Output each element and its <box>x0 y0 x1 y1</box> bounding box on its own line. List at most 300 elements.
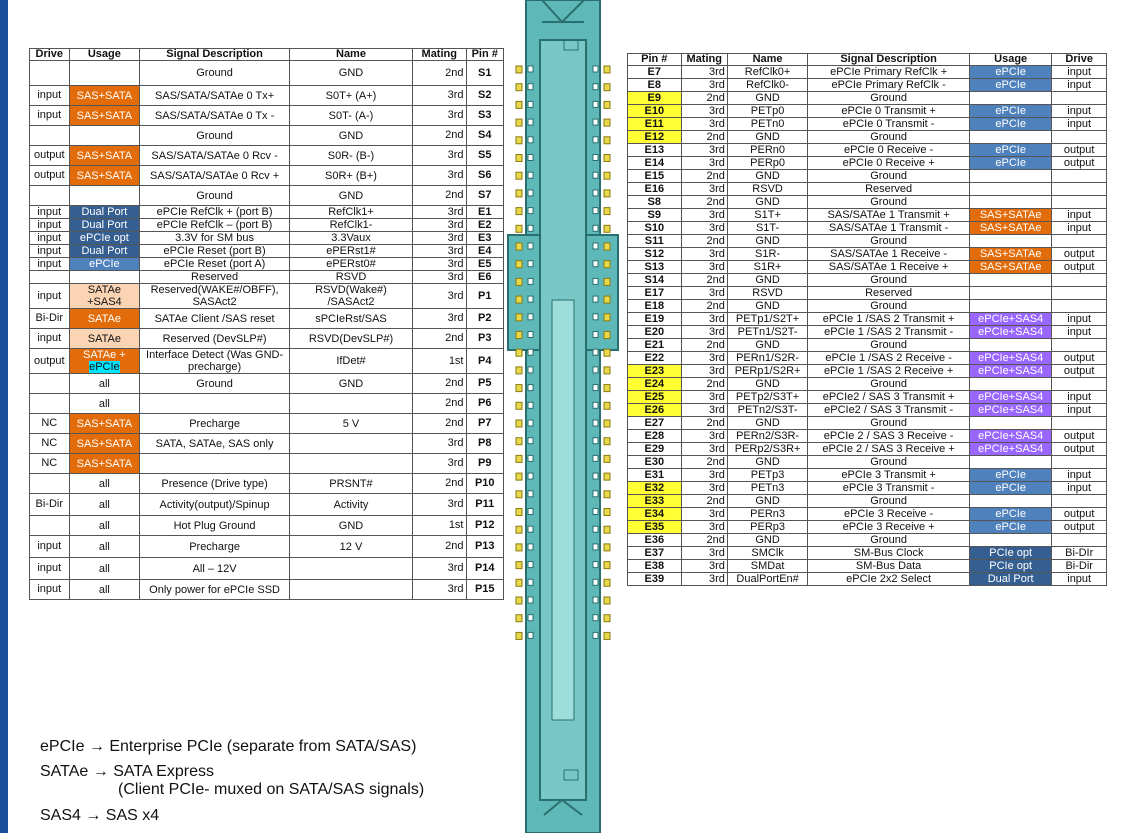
drive-cell: output <box>1052 508 1107 521</box>
signal-name-cell: S1T- <box>727 222 807 235</box>
mating-cell: 2nd <box>413 329 466 349</box>
mating-cell: 3rd <box>681 469 727 482</box>
drive-cell: output <box>1052 443 1107 456</box>
mating-cell: 3rd <box>681 209 727 222</box>
signal-description-cell: Reserved <box>808 287 970 300</box>
table-row <box>30 146 504 166</box>
drive-cell <box>1052 92 1107 105</box>
pin-cell: S5 <box>466 146 504 166</box>
table-row <box>628 417 1107 430</box>
pin-contact-inner-left <box>528 473 533 479</box>
table-row <box>628 352 1107 365</box>
signal-description-cell: ePCIe 2 / SAS 3 Receive - <box>808 430 970 443</box>
pin-contact-right <box>604 473 610 480</box>
pin-contact-left <box>516 491 522 498</box>
mating-cell: 3rd <box>413 494 466 516</box>
table-row <box>628 378 1107 391</box>
pin-cell: E31 <box>628 469 682 482</box>
pin-cell: P9 <box>466 454 504 474</box>
mating-cell: 3rd <box>413 309 466 329</box>
drive-cell: output <box>30 349 70 374</box>
mating-cell: 1st <box>413 516 466 536</box>
mating-cell: 3rd <box>413 86 466 106</box>
pin-cell: E18 <box>628 300 682 313</box>
drive-cell: input <box>1052 573 1107 586</box>
signal-name-cell: PETn3 <box>727 482 807 495</box>
mating-cell: 3rd <box>681 521 727 534</box>
pin-contact-inner-right <box>593 438 598 444</box>
signal-name-cell <box>289 394 412 414</box>
pin-cell: E3 <box>466 232 504 245</box>
signal-name-cell: SMDat <box>727 560 807 573</box>
pin-cell: P1 <box>466 284 504 309</box>
mating-cell: 3rd <box>681 391 727 404</box>
usage-label: all <box>98 477 110 490</box>
pin-cell: P6 <box>466 394 504 414</box>
pin-cell: E29 <box>628 443 682 456</box>
usage-cell <box>69 126 140 146</box>
signal-description-cell: SAS/SATA/SATAe 0 Rcv - <box>140 146 290 166</box>
signal-description-cell: Ground <box>808 495 970 508</box>
signal-name-cell: GND <box>289 374 412 394</box>
pin-cell: S13 <box>628 261 682 274</box>
pin-cell: E7 <box>628 66 682 79</box>
pin-contact-right <box>604 438 610 445</box>
table-row <box>628 261 1107 274</box>
drive-cell: input <box>1052 482 1107 495</box>
signal-name-cell <box>289 434 412 454</box>
table-row <box>30 206 504 219</box>
usage-cell <box>969 170 1051 183</box>
table-row <box>628 508 1107 521</box>
pin-cell: E11 <box>628 118 682 131</box>
drive-cell: input <box>30 536 70 558</box>
signal-description-cell: SM-Bus Clock <box>808 547 970 560</box>
usage-label: all <box>98 562 110 575</box>
signal-description-cell: ePCIe 0 Transmit - <box>808 118 970 131</box>
drive-cell <box>1052 339 1107 352</box>
signal-name-cell: PRSNT# <box>289 474 412 494</box>
usage-label: all <box>98 540 110 553</box>
table-row <box>30 558 504 580</box>
table-row <box>30 349 504 374</box>
pin-contact-inner-left <box>528 66 533 72</box>
pin-cell: E27 <box>628 417 682 430</box>
pin-contact-right <box>604 491 610 498</box>
mating-cell: 3rd <box>681 352 727 365</box>
mating-cell: 3rd <box>681 313 727 326</box>
signal-description-cell: ePCIe Primary RefClk + <box>808 66 970 79</box>
pin-cell: E13 <box>628 144 682 157</box>
pin-contact-inner-left <box>528 579 533 585</box>
pin-contact-inner-right <box>593 579 598 585</box>
drive-cell: input <box>30 106 70 126</box>
signal-name-cell: GND <box>727 495 807 508</box>
signal-description-cell: 3.3V for SM bus <box>140 232 290 245</box>
pin-cell: E30 <box>628 456 682 469</box>
pin-contact-inner-left <box>528 455 533 461</box>
pin-contact-inner-right <box>593 296 598 302</box>
pin-cell: E26 <box>628 404 682 417</box>
mating-cell: 2nd <box>681 300 727 313</box>
pin-contact-inner-right <box>593 597 598 603</box>
signal-description-cell: ePCIe 1 /SAS 2 Transmit + <box>808 313 970 326</box>
table-row <box>30 434 504 454</box>
usage-cell: ePCIe+SAS4 <box>969 404 1051 417</box>
pin-cell: E20 <box>628 326 682 339</box>
usage-label: all <box>98 519 110 532</box>
pin-contact-right <box>604 632 610 639</box>
pin-cell: E8 <box>628 79 682 92</box>
signal-name-cell: S0R+ (B+) <box>289 166 412 186</box>
signal-name-cell: RefClk1+ <box>289 206 412 219</box>
table-row <box>628 274 1107 287</box>
usage-cell <box>69 374 140 394</box>
pin-contact-inner-right <box>593 261 598 267</box>
signal-name-cell: GND <box>289 126 412 146</box>
signal-description-cell: SAS/SATAe 1 Transmit - <box>808 222 970 235</box>
pin-cell: E15 <box>628 170 682 183</box>
pin-contact-right <box>604 332 610 339</box>
drive-cell: output <box>1052 430 1107 443</box>
usage-cell <box>69 309 140 329</box>
drive-cell <box>1052 300 1107 313</box>
pin-cell: S10 <box>628 222 682 235</box>
drive-cell: input <box>1052 391 1107 404</box>
signal-description-cell: Presence (Drive type) <box>140 474 290 494</box>
signal-description-cell: ePCIe RefClk + (port B) <box>140 206 290 219</box>
table-row <box>30 186 504 206</box>
signal-name-cell: RSVD <box>727 183 807 196</box>
pin-contact-left <box>516 278 522 285</box>
table-row <box>30 516 504 536</box>
drive-cell <box>30 271 70 284</box>
pin-contact-inner-right <box>593 332 598 338</box>
usage-cell <box>969 456 1051 469</box>
pin-contact-right <box>604 190 610 197</box>
signal-description-cell: Ground <box>808 378 970 391</box>
pin-contact-inner-left <box>528 84 533 90</box>
table-row <box>628 391 1107 404</box>
signal-name-cell: GND <box>727 378 807 391</box>
pin-contact-inner-right <box>593 349 598 355</box>
pin-contact-inner-left <box>528 491 533 497</box>
usage-cell: ePCIe <box>969 521 1051 534</box>
signal-description-cell: Ground <box>808 339 970 352</box>
mating-cell: 3rd <box>413 232 466 245</box>
drive-cell: input <box>30 558 70 580</box>
right-header-cell: Name <box>727 54 807 66</box>
signal-description-cell: ePCIe 3 Receive - <box>808 508 970 521</box>
pin-contact-inner-right <box>593 314 598 320</box>
pin-cell: E23 <box>628 365 682 378</box>
pin-cell: S4 <box>466 126 504 146</box>
usage-cell <box>69 86 140 106</box>
signal-description-cell: ePCIe Reset (port A) <box>140 258 290 271</box>
drive-cell: Bi-Dir <box>1052 560 1107 573</box>
pin-contact-inner-left <box>528 615 533 621</box>
pin-cell: P2 <box>466 309 504 329</box>
signal-name-cell: 12 V <box>289 536 412 558</box>
signal-name-cell: S1R+ <box>727 261 807 274</box>
left-header-cell: Drive <box>30 49 70 61</box>
pin-cell: E37 <box>628 547 682 560</box>
signal-description-cell <box>140 394 290 414</box>
drive-cell: input <box>30 329 70 349</box>
signal-name-cell: PETn1/S2T- <box>727 326 807 339</box>
mating-cell: 2nd <box>681 417 727 430</box>
usage-cell <box>69 394 140 414</box>
pin-cell: E4 <box>466 245 504 258</box>
pin-cell: E14 <box>628 157 682 170</box>
signal-name-cell: GND <box>289 61 412 86</box>
pin-contact-right <box>604 243 610 250</box>
mating-cell: 3rd <box>413 284 466 309</box>
pin-cell: E1 <box>466 206 504 219</box>
pin-cell: P4 <box>466 349 504 374</box>
mating-cell: 2nd <box>413 536 466 558</box>
signal-name-cell: PETn0 <box>727 118 807 131</box>
usage-cell: ePCIe+SAS4 <box>969 326 1051 339</box>
left-header-cell: Mating <box>413 49 466 61</box>
signal-description-cell: ePCIe 2 / SAS 3 Receive + <box>808 443 970 456</box>
pin-contact-right <box>604 455 610 462</box>
pin-cell: E19 <box>628 313 682 326</box>
table-row <box>30 126 504 146</box>
usage-label: SAS+SATA <box>76 109 133 122</box>
pin-cell: E24 <box>628 378 682 391</box>
usage-cell <box>69 454 140 474</box>
table-row <box>628 105 1107 118</box>
pin-contact-inner-right <box>593 526 598 532</box>
mating-cell: 3rd <box>413 166 466 186</box>
table-row <box>30 219 504 232</box>
usage-cell: SAS+SATAe <box>969 209 1051 222</box>
pin-contact-inner-left <box>528 208 533 214</box>
signal-name-cell: GND <box>727 235 807 248</box>
signal-description-cell: Ground <box>140 126 290 146</box>
mating-cell: 3rd <box>681 482 727 495</box>
signal-description-cell: Ground <box>808 235 970 248</box>
pin-contact-inner-left <box>528 119 533 125</box>
mating-cell: 3rd <box>681 248 727 261</box>
pin-contact-inner-right <box>593 190 598 196</box>
signal-description-cell: Ground <box>808 417 970 430</box>
table-row <box>30 166 504 186</box>
drive-cell <box>30 186 70 206</box>
usage-cell <box>69 258 140 271</box>
pin-cell: E38 <box>628 560 682 573</box>
drive-cell <box>1052 534 1107 547</box>
mating-cell: 3rd <box>413 245 466 258</box>
drive-cell: output <box>1052 261 1107 274</box>
table-row <box>628 118 1107 131</box>
table-row <box>30 284 504 309</box>
pin-contact-left <box>516 208 522 215</box>
pin-contact-right <box>604 278 610 285</box>
table-row <box>628 521 1107 534</box>
pin-contact-right <box>604 579 610 586</box>
usage-cell <box>969 339 1051 352</box>
signal-name-cell: S0T- (A-) <box>289 106 412 126</box>
table-row <box>628 560 1107 573</box>
usage-cell: SAS+SATAe <box>969 261 1051 274</box>
pin-contact-inner-right <box>593 225 598 231</box>
usage-cell: ePCIe <box>969 144 1051 157</box>
table-row <box>628 66 1107 79</box>
left-header-cell: Usage <box>69 49 140 61</box>
mating-cell: 2nd <box>413 61 466 86</box>
drive-cell: input <box>1052 66 1107 79</box>
signal-name-cell: PERp1/S2R+ <box>727 365 807 378</box>
signal-name-cell: GND <box>289 516 412 536</box>
signal-description-cell: ePCIe 1 /SAS 2 Receive + <box>808 365 970 378</box>
pin-contact-inner-right <box>593 615 598 621</box>
usage-cell <box>69 516 140 536</box>
pin-contact-inner-right <box>593 544 598 550</box>
mating-cell: 3rd <box>681 508 727 521</box>
left-header-cell: Name <box>289 49 412 61</box>
signal-name-cell: GND <box>727 196 807 209</box>
signal-name-cell: GND <box>727 339 807 352</box>
signal-name-cell: S0R- (B-) <box>289 146 412 166</box>
usage-cell: SAS+SATAe <box>969 222 1051 235</box>
pin-contact-left <box>516 544 522 551</box>
mating-cell: 3rd <box>413 434 466 454</box>
mating-cell: 2nd <box>413 414 466 434</box>
signal-name-cell: sPCIeRst/SAS <box>289 309 412 329</box>
pin-cell: P5 <box>466 374 504 394</box>
mating-cell: 3rd <box>681 287 727 300</box>
usage-cell <box>69 494 140 516</box>
pin-contact-inner-right <box>593 101 598 107</box>
usage-cell <box>69 580 140 600</box>
signal-name-cell: PETp0 <box>727 105 807 118</box>
pin-cell: E35 <box>628 521 682 534</box>
pin-contact-right <box>604 420 610 427</box>
usage-cell <box>969 183 1051 196</box>
usage-cell <box>969 417 1051 430</box>
u3-connector-diagram <box>504 0 622 833</box>
usage-label: ePCIe <box>89 258 120 270</box>
pin-contact-inner-left <box>528 225 533 231</box>
pin-contact-inner-left <box>528 632 533 638</box>
signal-description-cell: Ground <box>808 196 970 209</box>
usage-cell <box>969 196 1051 209</box>
table-row <box>628 222 1107 235</box>
table-row <box>30 106 504 126</box>
pin-contact-right <box>604 119 610 126</box>
usage-cell <box>969 131 1051 144</box>
pin-contact-inner-right <box>593 208 598 214</box>
mating-cell: 1st <box>413 349 466 374</box>
right-header-cell: Pin # <box>628 54 682 66</box>
pin-cell: S6 <box>466 166 504 186</box>
signal-description-cell: All – 12V <box>140 558 290 580</box>
mating-cell: 2nd <box>681 92 727 105</box>
pin-contact-left <box>516 296 522 303</box>
table-row <box>30 394 504 414</box>
drive-cell: input <box>30 219 70 232</box>
pin-contact-right <box>604 172 610 179</box>
usage-cell: ePCIe <box>969 469 1051 482</box>
usage-cell <box>69 146 140 166</box>
pin-contact-inner-right <box>593 385 598 391</box>
signal-name-cell: Activity <box>289 494 412 516</box>
pin-contact-inner-left <box>528 562 533 568</box>
signal-name-cell: GND <box>727 300 807 313</box>
usage-cell <box>69 284 140 309</box>
usage-label: all <box>98 498 110 511</box>
drive-cell: output <box>1052 521 1107 534</box>
usage-cell <box>69 219 140 232</box>
pin-cell: E10 <box>628 105 682 118</box>
pin-contact-inner-left <box>528 385 533 391</box>
signal-description-cell: Ground <box>808 534 970 547</box>
pin-contact-inner-left <box>528 190 533 196</box>
usage-cell <box>969 287 1051 300</box>
usage-cell: Dual Port <box>969 573 1051 586</box>
pin-contact-left <box>516 243 522 250</box>
mating-cell: 2nd <box>413 126 466 146</box>
mating-cell: 3rd <box>681 560 727 573</box>
mating-cell: 3rd <box>681 157 727 170</box>
usage-label-epcie: ePCIe <box>89 361 120 373</box>
usage-cell: ePCIe <box>969 66 1051 79</box>
pin-contact-inner-left <box>528 243 533 249</box>
signal-name-cell: RSVD <box>727 287 807 300</box>
pin-contact-left <box>516 597 522 604</box>
drive-cell: output <box>1052 352 1107 365</box>
usage-label: SATAe +SAS4 <box>87 284 122 308</box>
signal-description-cell: SM-Bus Data <box>808 560 970 573</box>
usage-cell <box>69 232 140 245</box>
drive-cell <box>1052 274 1107 287</box>
usage-cell: SAS+SATAe <box>969 248 1051 261</box>
mating-cell: 2nd <box>413 474 466 494</box>
table-row <box>30 329 504 349</box>
table-row <box>628 573 1107 586</box>
right-header-cell: Drive <box>1052 54 1107 66</box>
pin-contact-inner-left <box>528 314 533 320</box>
pin-contact-inner-left <box>528 544 533 550</box>
pin-contact-left <box>516 155 522 162</box>
drive-cell: output <box>1052 144 1107 157</box>
usage-label: all <box>98 377 110 390</box>
signal-name-cell: GND <box>727 456 807 469</box>
signal-name-cell: GND <box>727 534 807 547</box>
signal-name-cell: RefClk0- <box>727 79 807 92</box>
usage-cell: ePCIe <box>969 79 1051 92</box>
pin-cell: E2 <box>466 219 504 232</box>
pin-cell: S9 <box>628 209 682 222</box>
mating-cell: 3rd <box>681 326 727 339</box>
usage-cell <box>69 166 140 186</box>
pin-contact-inner-right <box>593 84 598 90</box>
pin-contact-left <box>516 509 522 516</box>
pin-contact-left <box>516 84 522 91</box>
table-row <box>628 326 1107 339</box>
table-row <box>30 454 504 474</box>
pin-contact-inner-right <box>593 420 598 426</box>
signal-description-cell: Precharge <box>140 414 290 434</box>
drive-cell: input <box>30 580 70 600</box>
usage-cell <box>969 534 1051 547</box>
pin-contact-right <box>604 296 610 303</box>
pin-contact-inner-right <box>593 66 598 72</box>
signal-name-cell: RefClk0+ <box>727 66 807 79</box>
pin-contact-right <box>604 544 610 551</box>
